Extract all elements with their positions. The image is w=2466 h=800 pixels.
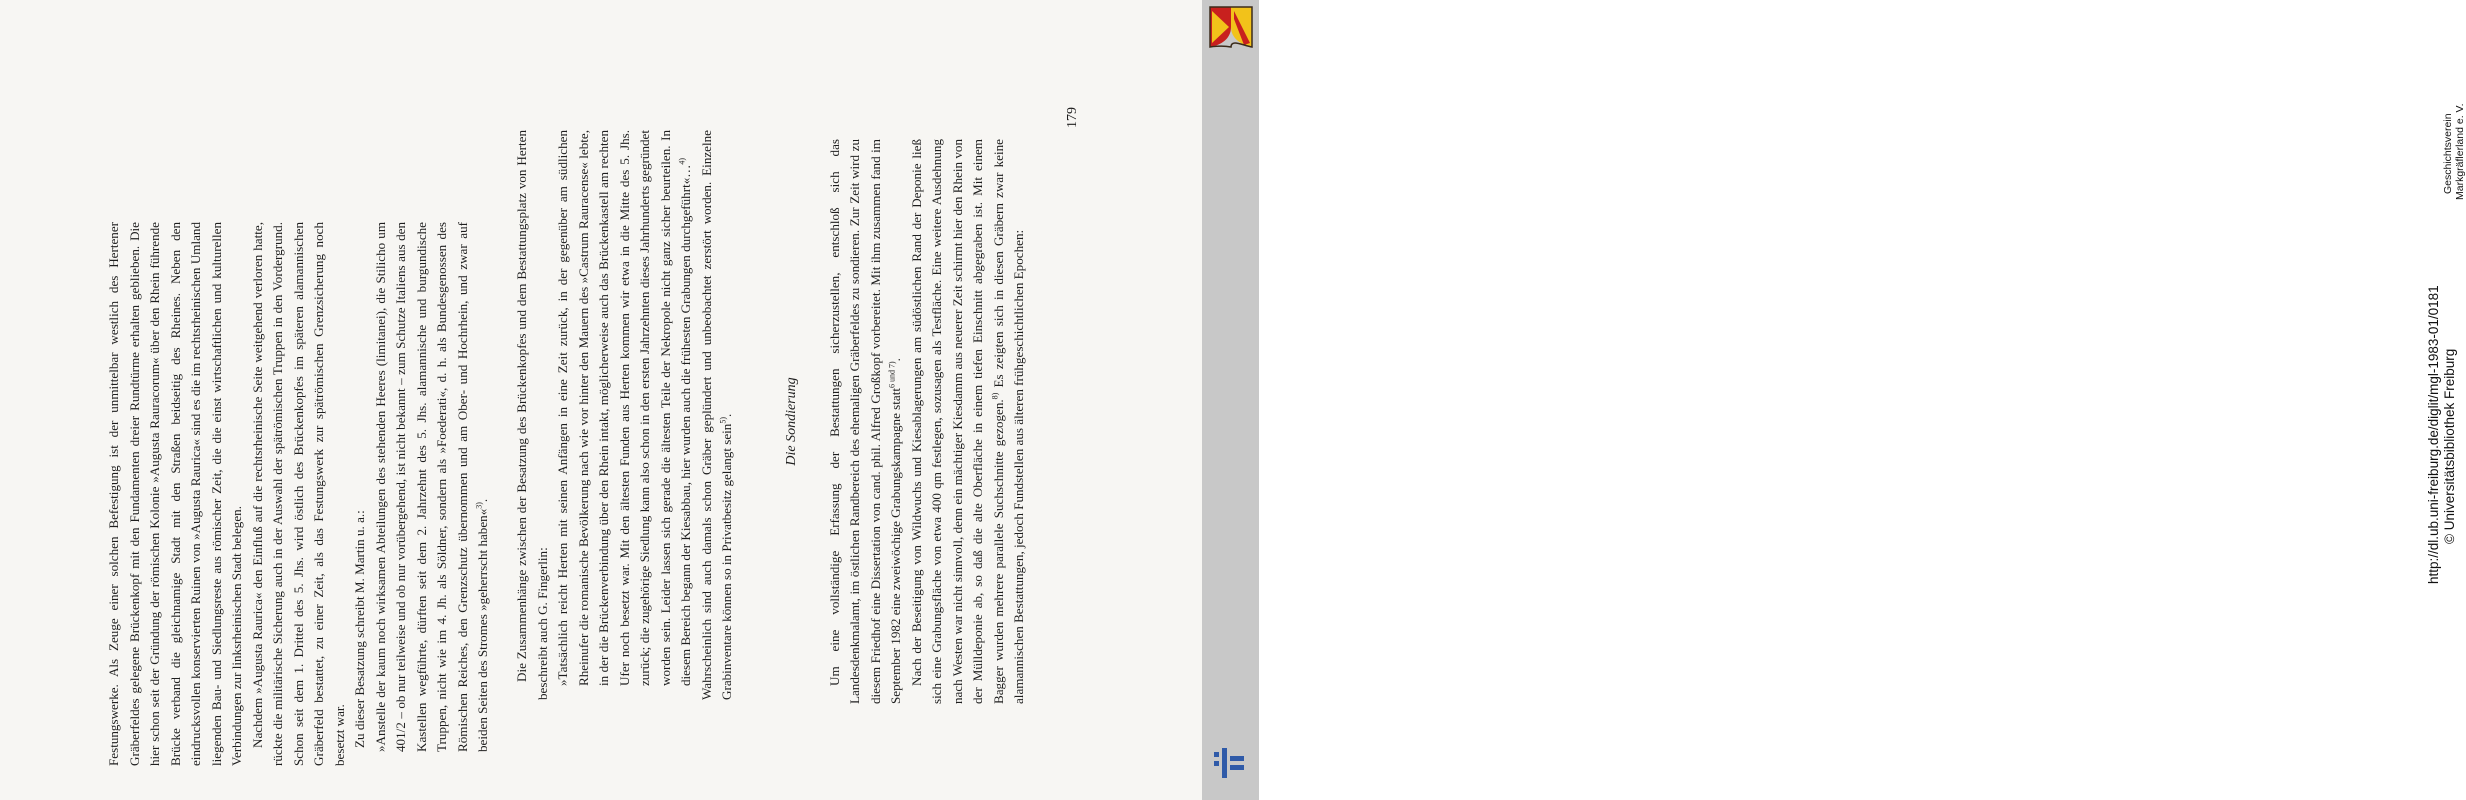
footnote-mark: 3) bbox=[474, 502, 484, 509]
paragraph-text: Um eine vollständige Erfassung der Bestattungen sicherzustellen, entschloß sich das Landesdenkmalamt, im östlichen Randbereich des ehemaligen Gräberfeldes zu sondieren. Zur Zeit wird zu diesem Friedhof eine Dissertation von cand. phil. Alfred Großkopf vorbereitet. Mit ihm zusammen fand im September 1982 eine zweiwöchige Grabungskampagne statt bbox=[826, 139, 903, 704]
society-name-line-1: Geschichtsverein bbox=[2442, 113, 2454, 194]
spacer bbox=[803, 139, 825, 704]
paragraph: Zu dieser Besatzung schreibt M. Martin u. a.: bbox=[352, 510, 367, 748]
footnote-mark: 8) bbox=[990, 392, 1000, 400]
column-two bbox=[512, 130, 738, 700]
viewer-sidebar bbox=[1202, 0, 2466, 800]
paragraph bbox=[907, 139, 1030, 704]
footnote-mark: 4) bbox=[677, 157, 687, 165]
paragraph-text: Es zeigten sich in diesen Gräbern zwar keine alamannischen Bestattungen, jedoch Fundstellen aus älteren frühgeschichtlichen Epochen: bbox=[990, 139, 1026, 704]
column-one bbox=[104, 222, 494, 766]
paragraph: Festungswerke. Als Zeuge einer solchen Befestigung ist der unmittelbar westlich des Hertener Gräberfeldes gelegene Brückenkopf mit den Fundamenten dreier Rundtürme erhalten geblieben. Die hier schon seit der Gründung der römischen Kolonie »Augusta Rauracorum« über den Rhein führende Brücke verband die gleichnamige Stadt mit den Straßen beidseitig des Rheines. Neben den eindrucksvollen konservierten Ruinen von »Augusta Raurica« sind es die im rechtsrheinischen Umland liegenden Bau- und Siedlungsreste aus römischer Zeit, die die einst wirtschaftlichen und kulturellen Verbindungen zur linksrheinischen Stadt belegen. bbox=[106, 222, 244, 766]
section-sondierung bbox=[782, 139, 1030, 704]
paragraph-text: Wahrscheinlich sind auch damals schon Gräber geplündert und unbeobachtet zerstört worden. Einzelne Grabinventare können so in Privatbesitz gelangt sein bbox=[698, 130, 734, 700]
copyright-notice: © Universitätsbibliothek Freiburg bbox=[2442, 348, 2457, 544]
paragraph-text: Nach der Beseitigung von Wildwuchs und Kiesablagerungen am südöstlichen Rand der Deponie ließ sich eine Grabungsfläche von etwa 400 qm festlegen, sozusagen als Testfläche. Eine weitere Ausdehnung nach Westen war nicht sinnvoll, denn ein mächtiger Kiesdamm aus neuerer Zeit schirmt hier den Rhein von der Mülldeponie ab, so daß die alte Oberfläche in einem tiefen Einschnitt abgegraben ist. Mit einem Bagger wurden mehrere parallele Suchschnitte gezogen. bbox=[908, 139, 1006, 704]
quotation-text: »Anstelle der kaum noch wirksamen Abteilungen des stehenden Heeres (limitanei), die Stilicho um 401/2 – ob nur teilweise und ob nur vorübergehend, ist nicht bekannt – zum Schutze Italiens aus den Kastellen wegführte, dürften seit dem 2. Jahrzehnt des 5. Jhs. alamannische und burgundische Truppen, nicht wie im 4. Jh. als Söldner, sondern als »Foederati«, d. h. als Bundesgenossen des Römischen Reiches, den Grenzschutz übernommen und am Ober- und Hochrhein, und zwar auf beiden Seiten des Stromes »geherrscht haben« bbox=[372, 222, 490, 752]
footnote-mark: 6 und 7) bbox=[887, 361, 897, 389]
source-url[interactable]: http://dl.ub.uni-freiburg.de/diglit/mgl-1983-01/0181 bbox=[2426, 285, 2441, 584]
society-name-line-2: Markgräflerland e. V. bbox=[2454, 103, 2466, 200]
footnote-mark: 5) bbox=[718, 416, 728, 424]
coat-of-arms-icon bbox=[1208, 5, 1254, 49]
quotation: »Anstelle der kaum noch wirksamen Abteilungen des stehenden Heeres (limitanei), die Stilicho um 401/2 – ob nur teilweise und ob nur vorübergehend, ist nicht bekannt – zum Schutze Italiens aus den Kastellen wegführte, dürften seit dem 2. Jahrzehnt des 5. Jhs. alamannische und burgundische Truppen, nicht wie im 4. Jh. als Söldner, sondern als »Foederati«, d. h. als Bundesgenossen des Römischen Reiches, den Grenzschutz übernommen und am Ober- und Hochrhein, und zwar auf beiden Seiten des Stromes »geherrscht haben«$^{3)}$. bbox=[372, 222, 490, 752]
page-content bbox=[0, 0, 1202, 800]
paragraph: Die Zusammenhänge zwischen der Besatzung des Brückenkopfes und dem Bestattungsplatz von Herten beschreibt auch G. Fingerlin: bbox=[514, 130, 550, 700]
ub-freiburg-logo-icon bbox=[1212, 746, 1246, 780]
section-heading: Die Sondierung bbox=[784, 377, 799, 466]
paragraph: Wahrscheinlich sind auch damals schon Gräber geplündert und unbeobachtet zerstört worden. Einzelne Grabinventare können so in Privatbesitz gelangt sein$^{5)}$. bbox=[698, 130, 734, 700]
scanned-page bbox=[0, 0, 1202, 800]
paragraph: Nachdem »Augusta Raurica« den Einfluß auf die rechtsrheinische Seite weitgehend verloren hatte, rückte die militärische Sicherung auch in der Auswahl der spätrömischen Truppen in den Vordergrund. Schon seit dem 1. Drittel des 5. Jhs. wird östlich des Brückenkopfes im späteren alamannischen Gräberfeld bestattet, zu einer Zeit, als das Festungswerk zur spätrömischen Grenzsicherung noch besetzt war. bbox=[249, 222, 347, 766]
quotation bbox=[553, 130, 697, 700]
quotation-text: »Tatsächlich reicht Herten mit seinen Anfängen in eine Zeit zurück, in der gegenüber am südlichen Rheinufer die romanische Bevölkerung nach wie vor hinter den Mauern des »Castrum Rauracense« lebte, in der die Brückenverbindung über den Rhein intakt, möglicherweise auch das Brückenkastell am rechten Ufer noch besetzt war. Mit den ältesten Funden aus Herten kommen wir etwa in die Mitte des 5. Jhs. zurück; die zugehörige Siedlung kann also schon in den ersten Jahrzehnten dieses Jahrhunderts gegründet worden sein. Leider lassen sich gerade die ältesten Teile der Nekropole nicht ganz sicher beurteilen. In diesem Bereich begann der Kiesabbau, hier wurden auch die frühesten Grabungen durchgeführt«… bbox=[555, 130, 693, 686]
paragraph: Um eine vollständige Erfassung der Bestattungen sicherzustellen, entschloß sich das Landesdenkmalamt, im östlichen Randbereich des ehemaligen Gräberfeldes zu sondieren. Zur Zeit wird zu diesem Friedhof eine Dissertation von cand. phil. Alfred Großkopf vorbereitet. Mit ihm zusammen fand im September 1982 eine zweiwöchige Grabungskampagne statt$^{6 und 7)}$. bbox=[826, 139, 903, 704]
page-number: 179 bbox=[1065, 107, 1080, 128]
